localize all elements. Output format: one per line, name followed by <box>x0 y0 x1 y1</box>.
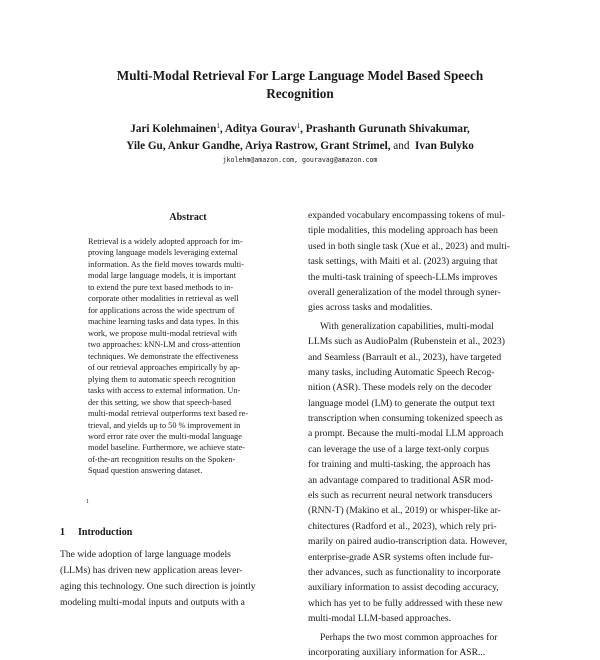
body-text-line: task settings, with Maiti et al. (2023) arguing that <box>308 256 498 268</box>
author-list <box>70 121 530 155</box>
abstract-line: two approaches: kNN-LM and cross-attention <box>88 340 241 350</box>
body-text-line: chitectures (Radford et al., 2023), which rely pri- <box>308 520 497 532</box>
footnote-mark: 1 <box>86 499 89 505</box>
abstract-line: machine learning tasks and data types. In this <box>88 317 239 327</box>
author-line-2: Yile Gu, Ankur Gandhe, Ariya Rastrow, Grant Strimel, and Ivan Bulyko <box>126 140 474 152</box>
body-text-line: auxiliary information to assist decoding accuracy, <box>308 582 499 594</box>
body-text-line: enterprise-grade ASR systems often include fur- <box>308 551 493 563</box>
body-text-line: and Seamless (Barrault et al., 2023), have targeted <box>308 351 502 363</box>
body-text-line: marily on paired audio-transcription data. However, <box>308 536 508 548</box>
author-emails: jkolehm@amazon.com, gouravag@amazon.com <box>222 156 378 164</box>
author-name: Ivan Bulyko <box>415 140 474 152</box>
body-text-line: tiple modalities, this modeling approach has been <box>308 225 498 237</box>
abstract-line: trieval, and yields up to 50 % improvement in <box>88 420 241 430</box>
paper-title-line-2: Recognition <box>266 86 334 101</box>
body-text-line: ther advances, such as functionality to incorporate <box>308 566 501 578</box>
body-text-line: which has yet to be fully addressed with these new <box>308 597 503 609</box>
body-text-line: incorporating auxiliary information for ASR... <box>308 646 486 658</box>
introduction-line: The wide adoption of large language models <box>60 549 231 560</box>
abstract-line: work, we propose multi-modal retrieval with <box>88 328 237 338</box>
body-text-line: language model (LM) to generate the output text <box>308 397 495 409</box>
introduction-line: aging this technology. One such direction is jointly <box>60 580 256 592</box>
right-column-body <box>308 208 540 660</box>
body-text-line: transcription when consuming tokenized speech as <box>308 413 503 425</box>
section-heading-introduction <box>60 527 132 539</box>
author-name: Yile Gu <box>126 140 163 152</box>
body-text-line: (RNN-T) (Makino et al., 2019) or whisper-like ar- <box>308 505 501 517</box>
introduction-line: (LLMs) has driven new application areas lever- <box>60 564 243 576</box>
abstract-line: multi-modal retrieval outperforms text based re- <box>88 409 249 419</box>
author-name: Prashanth Gurunath Shivakumar, <box>305 123 470 135</box>
body-text-line: used in both single task (Xue et al., 2023) and multi- <box>308 240 510 252</box>
body-text-line: a prompt. Because the multi-modal LLM approach <box>308 428 504 440</box>
body-text-line: the multi-task training of speech-LLMs improves <box>308 271 498 283</box>
body-text-line: many tasks, including Automatic Speech Recog- <box>308 366 495 378</box>
abstract-line: proving language models leveraging external <box>88 248 238 258</box>
abstract-heading: Abstract <box>169 212 207 223</box>
body-text-line: an advantage compared to traditional ASR mod- <box>308 474 494 486</box>
body-text-line: els such as recurrent neural network transducers <box>308 490 493 502</box>
abstract-line: techniques. We demonstrate the effectiveness <box>88 351 239 361</box>
abstract-line: tasks with access to external information. Un- <box>88 386 241 396</box>
abstract-line: der this setting, we show that speech-based <box>88 397 232 407</box>
introduction-body <box>60 547 292 611</box>
introduction-line: modeling multi-modal inputs and outputs with a <box>60 596 245 608</box>
abstract-line: model baseline. Furthermore, we achieve state- <box>88 443 245 453</box>
author-name: Ankur Gandhe <box>167 140 240 152</box>
body-text-line: With generalization capabilities, multi-modal <box>320 320 494 332</box>
paper-title <box>60 67 540 103</box>
author-line-1: Jari Kolehmainen$^1$, Aditya Gourav$^1$, Prashanth Gurunath Shivakumar, <box>130 122 470 135</box>
abstract-line: of our retrieval approaches empirically by ap- <box>88 363 241 373</box>
body-text-line: for training and multi-tasking, the approach has <box>308 459 491 471</box>
authors-and: and <box>393 140 410 152</box>
abstract-line: to extend the pure text based methods to in- <box>88 282 234 292</box>
body-text-line: Perhaps the two most common approaches for <box>320 631 498 643</box>
abstract-body <box>88 236 272 477</box>
abstract-line: Retrieval is a widely adopted approach for im- <box>88 237 243 246</box>
body-text-line: overall generalization of the model through syner- <box>308 286 501 298</box>
abstract-line: plying them to automatic speech recognition <box>88 374 236 384</box>
body-text-line: can leverage the use of a large text-only corpus <box>308 443 489 455</box>
author-name: Aditya Gourav <box>224 123 297 135</box>
body-text-line: multi-modal LLM-based approaches. <box>308 613 452 625</box>
abstract-line: information. As the field moves towards multi- <box>88 259 245 269</box>
author-name: Grant Strimel <box>320 140 388 152</box>
abstract-line: modal large language models, it is important <box>88 271 237 281</box>
section-number: 1 <box>60 527 65 538</box>
author-affiliation-mark: 1 <box>296 122 301 130</box>
body-text-line: expanded vocabulary encompassing tokens of mul- <box>308 210 505 221</box>
abstract-line: word error rate over the multi-modal language <box>88 431 242 441</box>
abstract-line: corporate other modalities in retrieval as well <box>88 294 239 304</box>
abstract-line: Squad question answering dataset. <box>88 466 203 476</box>
author-name: Ariya Rastrow <box>244 140 315 152</box>
author-affiliation-mark: 1 <box>216 122 220 130</box>
abstract-line: for applications across the wide spectrum of <box>88 305 235 315</box>
body-text-line: LLMs such as AudioPalm (Rubenstein et al., 2023) <box>308 336 505 348</box>
author-name: Jari Kolehmainen <box>130 123 217 135</box>
abstract-line: of-the-art recognition results on the Spoken- <box>88 454 236 464</box>
body-text-line: nition (ASR). These models rely on the decoder <box>308 382 492 394</box>
paper-title-line-1: Multi-Modal Retrieval For Large Language Model Based Speech <box>116 68 484 83</box>
section-title: Introduction <box>78 527 133 538</box>
body-text-line: gies across tasks and modalities. <box>308 302 433 314</box>
